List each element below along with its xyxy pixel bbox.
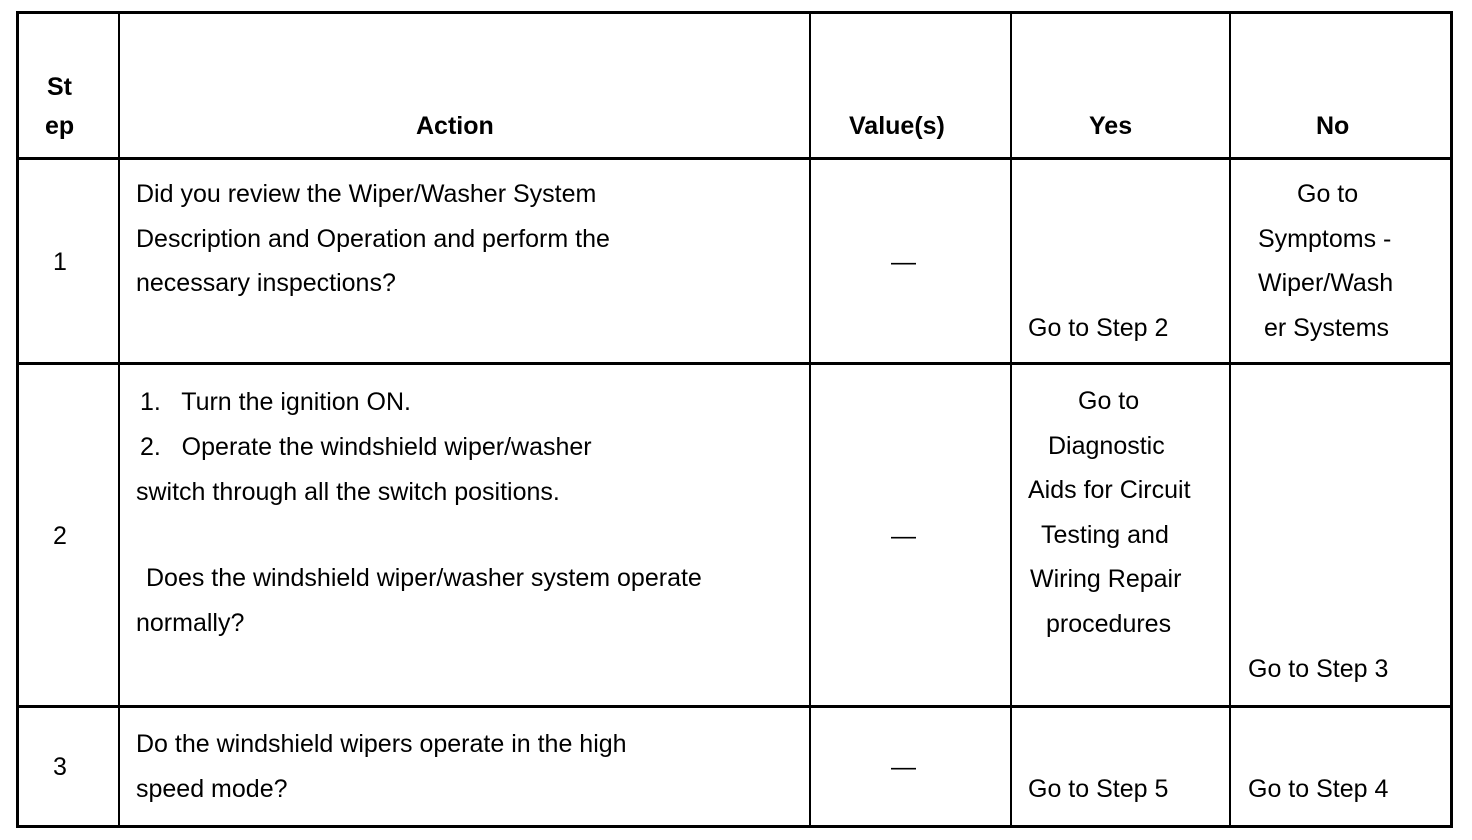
header-values: Value(s): [849, 112, 945, 140]
action-text: normally?: [136, 609, 245, 637]
action-text: Do the windshield wipers operate in the high: [136, 730, 627, 758]
column-divider: [118, 11, 120, 828]
step-number: 2: [53, 522, 67, 550]
no-link[interactable]: Go to Step 3: [1248, 655, 1389, 683]
step-number: 3: [53, 753, 67, 781]
header-action: Action: [416, 112, 494, 140]
no-link[interactable]: Wiper/Wash: [1258, 269, 1394, 297]
yes-link[interactable]: Go to Step 5: [1028, 775, 1169, 803]
action-text: Description and Operation and perform the: [136, 225, 610, 253]
header-divider: [16, 157, 1453, 160]
table-border-top: [16, 11, 1453, 14]
header-step-line2: ep: [45, 112, 75, 140]
action-text: 2. Operate the windshield wiper/washer: [140, 433, 592, 461]
action-text: 1. Turn the ignition ON.: [140, 388, 411, 416]
table-border-bottom: [16, 825, 1453, 828]
column-divider: [809, 11, 811, 828]
row-divider: [16, 362, 1453, 365]
column-divider: [1229, 11, 1231, 828]
no-link[interactable]: er Systems: [1264, 314, 1390, 342]
header-step-line1: St: [47, 73, 72, 101]
yes-link[interactable]: Testing and: [1041, 521, 1169, 549]
yes-link[interactable]: procedures: [1046, 610, 1172, 638]
value-text: —: [891, 248, 916, 276]
table-border-left: [16, 11, 19, 828]
action-text: Does the windshield wiper/washer system operate: [146, 564, 702, 592]
column-divider: [1010, 11, 1012, 828]
action-text: switch through all the switch positions.: [136, 478, 560, 506]
no-link[interactable]: Go to: [1297, 180, 1359, 208]
action-text: necessary inspections?: [136, 269, 396, 297]
header-yes: Yes: [1089, 112, 1133, 140]
yes-link[interactable]: Go to: [1078, 387, 1140, 415]
value-text: —: [891, 753, 916, 781]
row-divider: [16, 705, 1453, 708]
action-text: speed mode?: [136, 775, 288, 803]
yes-link[interactable]: Diagnostic: [1048, 432, 1165, 460]
header-no: No: [1316, 112, 1350, 140]
no-link[interactable]: Symptoms -: [1258, 225, 1392, 253]
yes-link[interactable]: Wiring Repair: [1030, 565, 1182, 593]
yes-link[interactable]: Aids for Circuit: [1028, 476, 1191, 504]
action-text: Did you review the Wiper/Washer System: [136, 180, 597, 208]
yes-link[interactable]: Go to Step 2: [1028, 314, 1169, 342]
value-text: —: [891, 522, 916, 550]
table-border-right: [1450, 11, 1453, 828]
no-link[interactable]: Go to Step 4: [1248, 775, 1389, 803]
step-number: 1: [53, 248, 67, 276]
